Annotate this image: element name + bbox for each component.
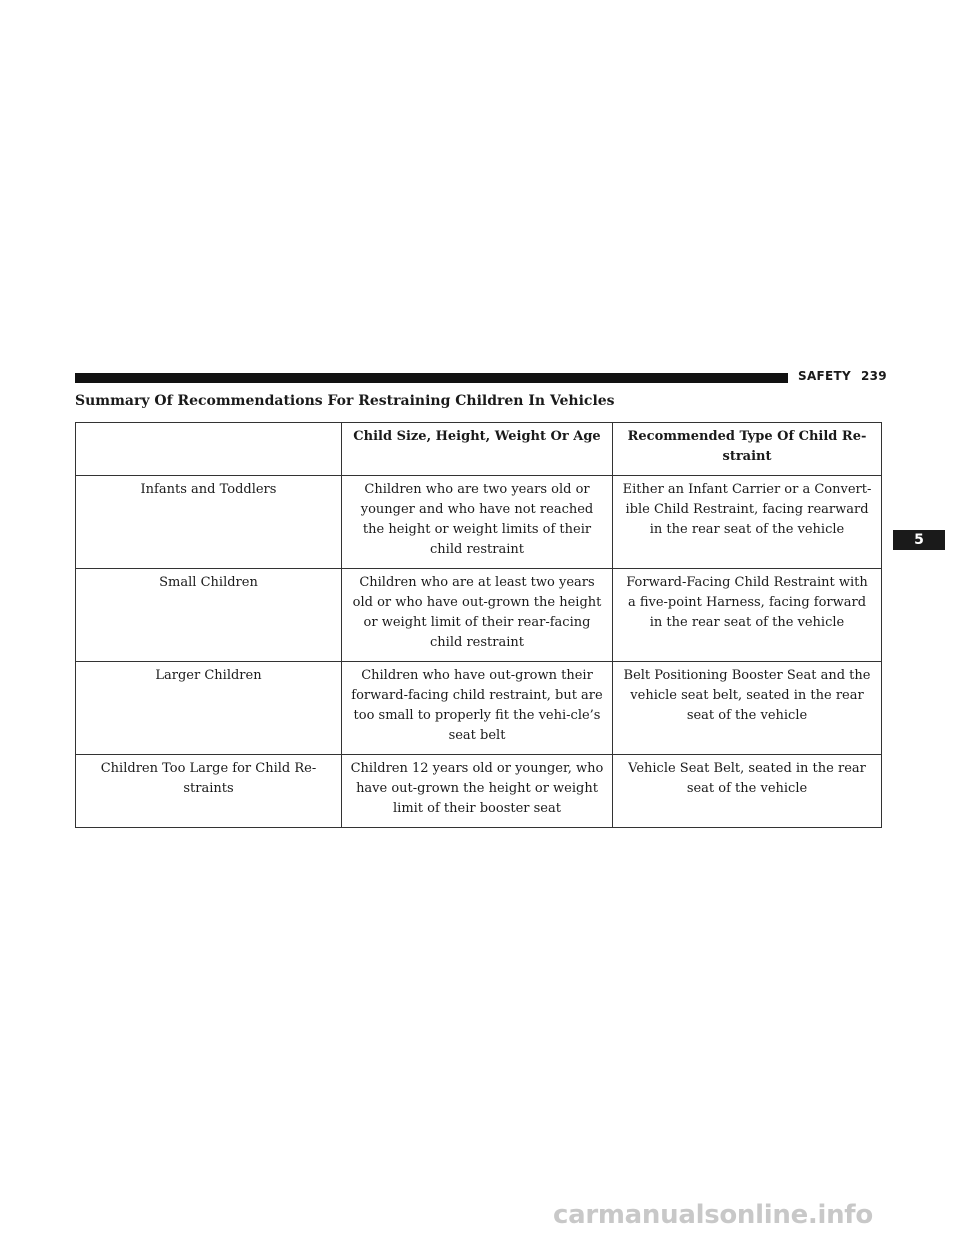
watermark-text: carmanualsonline.info <box>553 1200 873 1230</box>
table-header-row <box>76 423 882 476</box>
row-recommendation: Either an Infant Carrier or a Convert-ible Child Restraint, facing rearward in the rear seat of the vehicle <box>613 476 882 569</box>
running-header <box>798 369 887 383</box>
header-rule <box>75 373 788 383</box>
row-category: Small Children <box>76 569 342 662</box>
column-header-category <box>76 423 342 476</box>
chapter-tab: 5 <box>893 530 945 550</box>
column-header-size: Child Size, Height, Weight Or Age <box>342 423 613 476</box>
section-name: SAFETY <box>798 369 851 383</box>
row-category: Children Too Large for Child Re-straints <box>76 755 342 828</box>
table-row <box>76 755 882 828</box>
table-row <box>76 476 882 569</box>
page-number: 239 <box>861 369 887 383</box>
row-size: Children who have out-grown their forward-facing child restraint, but are too small to properly fit the vehi-cle’s seat belt <box>342 662 613 755</box>
row-category: Infants and Toddlers <box>76 476 342 569</box>
row-recommendation: Vehicle Seat Belt, seated in the rear seat of the vehicle <box>613 755 882 828</box>
row-size: Children 12 years old or younger, who have out-grown the height or weight limit of their booster seat <box>342 755 613 828</box>
row-recommendation: Forward-Facing Child Restraint with a five-point Harness, facing forward in the rear seat of the vehicle <box>613 569 882 662</box>
row-size: Children who are two years old or younger and who have not reached the height or weight limits of their child restraint <box>342 476 613 569</box>
column-header-recommendation: Recommended Type Of Child Re-straint <box>613 423 882 476</box>
table-row <box>76 662 882 755</box>
row-recommendation: Belt Positioning Booster Seat and the vehicle seat belt, seated in the rear seat of the vehicle <box>613 662 882 755</box>
table-row <box>76 569 882 662</box>
row-category: Larger Children <box>76 662 342 755</box>
section-title: Summary Of Recommendations For Restraining Children In Vehicles <box>75 393 615 409</box>
child-restraint-summary-table <box>75 422 882 828</box>
row-size: Children who are at least two years old or who have out-grown the height or weight limit of their rear-facing child restraint <box>342 569 613 662</box>
